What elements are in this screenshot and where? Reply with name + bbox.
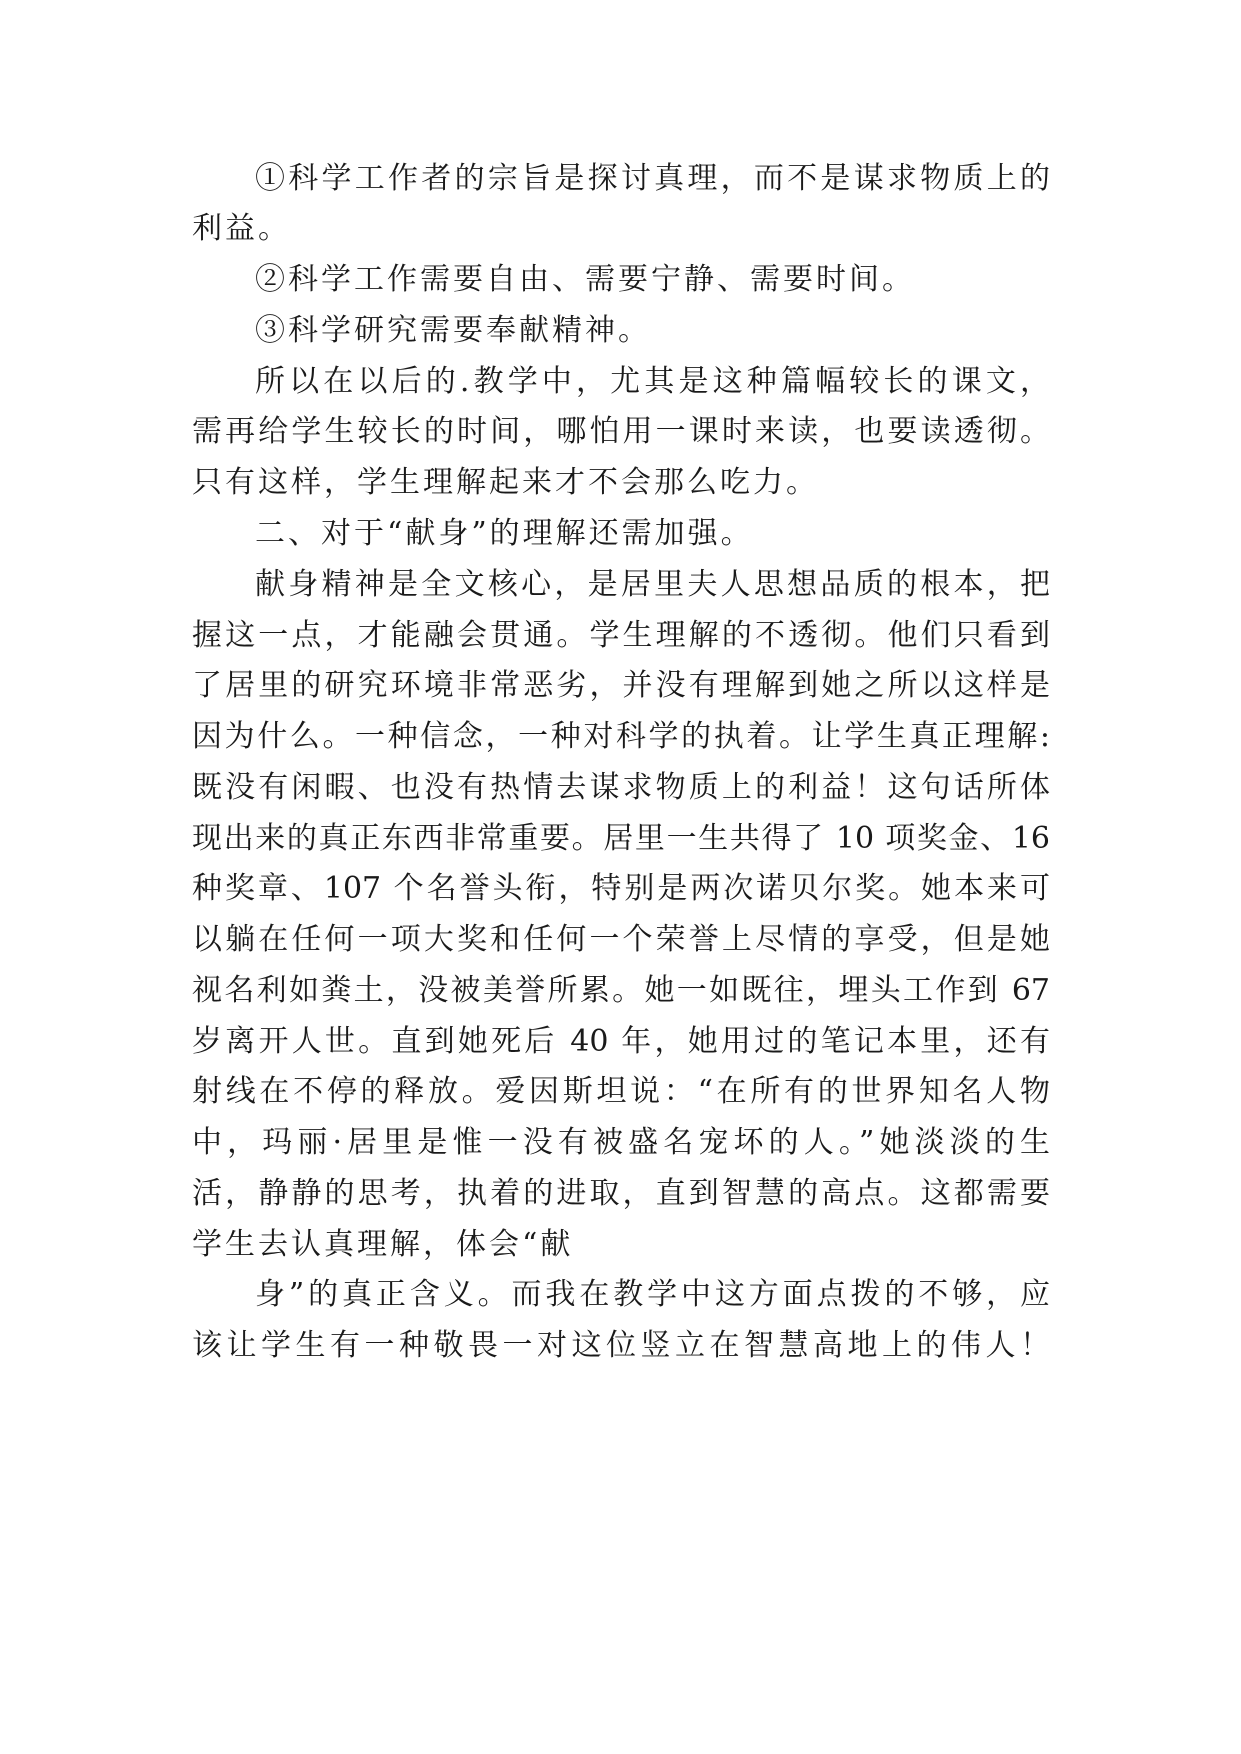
text-line: 既没有闲暇、也没有热情去谋求物质上的利益！这句话所体 — [192, 770, 1050, 805]
text-line: ③科学研究需要奉献精神。 — [255, 313, 651, 348]
text-line: 射线在不停的释放。爱因斯坦说：“在所有的世界知名人物 — [192, 1074, 1050, 1109]
text-line: 只有这样，学生理解起来才不会那么吃力。 — [192, 465, 819, 500]
text-line: 因为什么。一种信念，一种对科学的执着。让学生真正理解: — [192, 719, 1050, 754]
text-line: ②科学工作需要自由、需要宁静、需要时间。 — [255, 262, 915, 297]
text-line: 种奖章、107 个名誉头衔，特别是两次诺贝尔奖。她本来可 — [192, 871, 1050, 906]
text-line: 所以在以后的.教学中，尤其是这种篇幅较长的课文， — [255, 364, 1050, 399]
text-line: 了居里的研究环境非常恶劣，并没有理解到她之所以这样是 — [192, 668, 1050, 703]
section-heading: 二、对于“献身”的理解还需加强。 — [255, 516, 754, 551]
text-line: 以躺在任何一项大奖和任何一个荣誉上尽情的享受，但是她 — [192, 922, 1050, 957]
text-line: 献身精神是全文核心，是居里夫人思想品质的根本，把 — [255, 567, 1050, 602]
text-line: 活，静静的思考，执着的进取，直到智慧的高点。这都需要 — [192, 1176, 1050, 1211]
text-line: 身”的真正含义。而我在教学中这方面点拨的不够，应 — [255, 1277, 1050, 1312]
text-line: 中，玛丽·居里是惟一没有被盛名宠坏的人。”她淡淡的生 — [192, 1125, 1050, 1160]
text-line: 视名利如粪土，没被美誉所累。她一如既往，埋头工作到 67 — [192, 973, 1050, 1008]
text-line: 学生去认真理解，体会“献 — [192, 1227, 574, 1262]
text-line: 需再给学生较长的时间，哪怕用一课时来读，也要读透彻。 — [192, 414, 1050, 449]
text-line: 岁离开人世。直到她死后 40 年，她用过的笔记本里，还有 — [192, 1024, 1050, 1059]
text-line: ①科学工作者的宗旨是探讨真理，而不是谋求物质上的 — [255, 161, 1050, 196]
text-line: 利益。 — [192, 211, 291, 246]
text-line: 握这一点，才能融会贯通。学生理解的不透彻。他们只看到 — [192, 618, 1050, 653]
text-line: 现出来的真正东西非常重要。居里一生共得了 10 项奖金、16 — [192, 821, 1050, 856]
text-line: 该让学生有一种敬畏一对这位竖立在智慧高地上的伟人！ — [192, 1328, 1050, 1363]
